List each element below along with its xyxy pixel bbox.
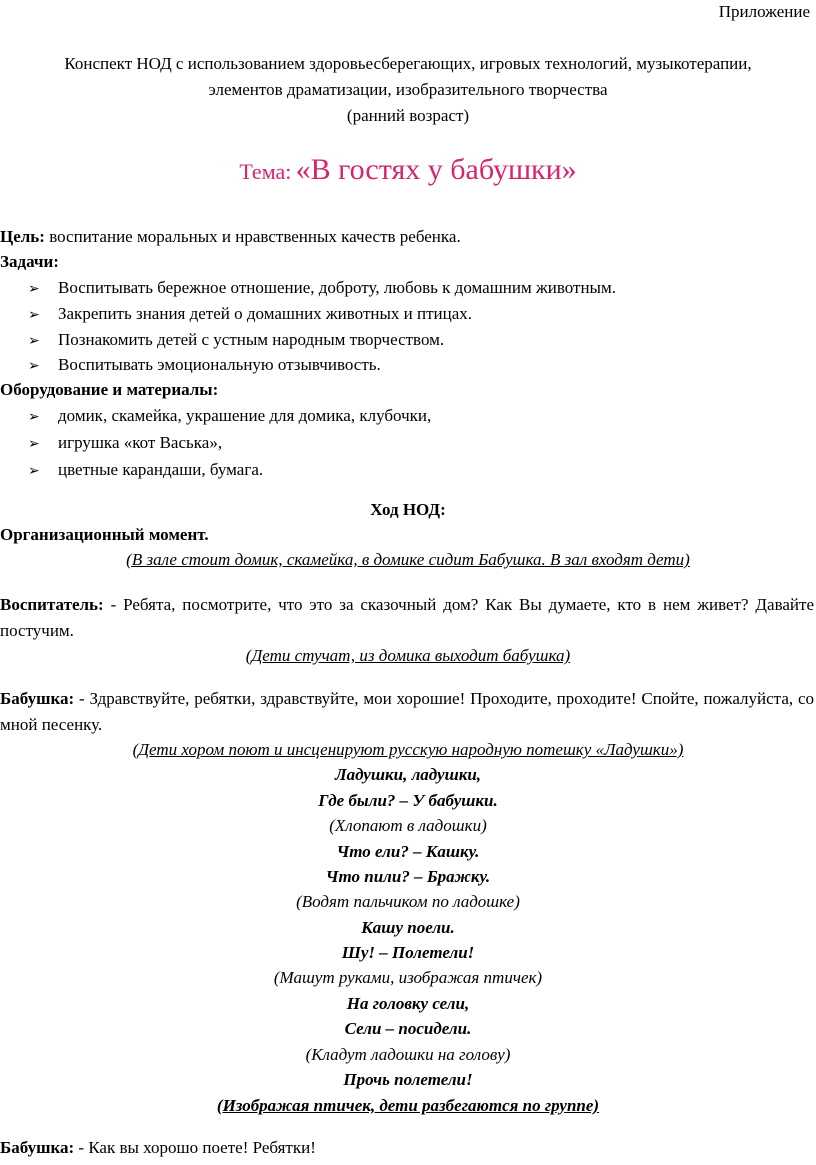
task-item: ➢ Закрепить знания детей о домашних животных и птицах.: [28, 303, 472, 326]
arrow-bullet-icon: ➢: [28, 409, 40, 425]
grandma-line-1: [0, 686, 814, 738]
song-line: Что ели? – Кашку.: [336, 842, 480, 861]
song-line: Ладушки, ладушки,: [334, 765, 482, 784]
song-line: Кашу поели.: [361, 918, 455, 937]
song-direction: (Кладут ладошки на голову): [305, 1045, 511, 1064]
teacher-line: [0, 592, 814, 644]
grandma-label: Бабушка:: [0, 689, 75, 708]
org-moment: Организационный момент.: [0, 525, 209, 544]
stage-direction-2: (Дети стучат, из домика выходит бабушка): [245, 646, 571, 665]
stage-direction-1: (В зале стоит домик, скамейка, в домике сидит Бабушка. В зал входят дети): [126, 550, 690, 569]
task-item: ➢ Познакомить детей с устным народным творчеством.: [28, 329, 444, 352]
arrow-bullet-icon: ➢: [28, 307, 40, 323]
equipment-item: ➢ цветные карандаши, бумага.: [28, 459, 263, 482]
song-line: Что пили? – Бражку.: [325, 867, 491, 886]
task-item: ➢ Воспитывать бережное отношение, доброту, любовь к домашним животным.: [28, 277, 616, 300]
teacher-text: - Ребята, посмотрите, что это за сказочный дом? Как Вы думаете, кто в нем живет? Давайте постучим.: [0, 595, 814, 640]
header-line-3: (ранний возраст): [346, 106, 470, 125]
song-line: Прочь полетели!: [343, 1070, 473, 1089]
topic-value: «В гостях у бабушки»: [295, 153, 577, 186]
equipment-label: Оборудование и материалы:: [0, 380, 219, 399]
song-line: Шу! – Полетели!: [341, 943, 475, 962]
teacher-label: Воспитатель:: [0, 595, 104, 614]
task-item: ➢ Воспитывать эмоциональную отзывчивость.: [28, 354, 381, 377]
topic-label: Тема:: [239, 159, 292, 184]
equipment-item: ➢ домик, скамейка, украшение для домика, клубочки,: [28, 405, 431, 428]
tasks-label: Задачи:: [0, 252, 59, 271]
equipment-item: ➢ игрушка «кот Васька»,: [28, 432, 222, 455]
arrow-bullet-icon: ➢: [28, 436, 40, 452]
song-direction: (Хлопают в ладошки): [329, 816, 487, 835]
goal-label: Цель:: [0, 227, 45, 246]
grandma-label: Бабушка:: [0, 1138, 75, 1157]
header-line-1: Конспект НОД с использованием здоровьесберегающих, игровых технологий, музыкотерапии,: [64, 54, 752, 73]
arrow-bullet-icon: ➢: [28, 333, 40, 349]
song-line: Сели – посидели.: [344, 1019, 472, 1038]
grandma-text: - Как вы хорошо поете! Ребятки!: [74, 1138, 316, 1157]
appendix-label: Приложение: [718, 2, 810, 21]
arrow-bullet-icon: ➢: [28, 281, 40, 297]
song-line: Где были? – У бабушки.: [318, 791, 498, 810]
stage-direction-4: (Изображая птичек, дети разбегаются по группе): [216, 1096, 600, 1115]
arrow-bullet-icon: ➢: [28, 358, 40, 374]
grandma-line-2: [0, 1137, 316, 1159]
course-title: Ход НОД:: [370, 500, 446, 519]
goal-line: [0, 226, 461, 248]
song-line: На головку сели,: [346, 994, 470, 1013]
goal-text: воспитание моральных и нравственных качеств ребенка.: [44, 227, 461, 246]
grandma-text: - Здравствуйте, ребятки, здравствуйте, мои хорошие! Проходите, проходите! Спойте, пожалуйста, со мной песенку.: [0, 689, 814, 734]
header-line-2: элементов драматизации, изобразительного творчества: [208, 80, 608, 99]
song-direction: (Водят пальчиком по ладошке): [296, 892, 520, 911]
topic: [0, 153, 816, 187]
song-direction: (Машут руками, изображая птичек): [273, 968, 543, 987]
stage-direction-3: (Дети хором поют и инсценируют русскую народную потешку «Ладушки»): [132, 740, 684, 759]
arrow-bullet-icon: ➢: [28, 463, 40, 479]
